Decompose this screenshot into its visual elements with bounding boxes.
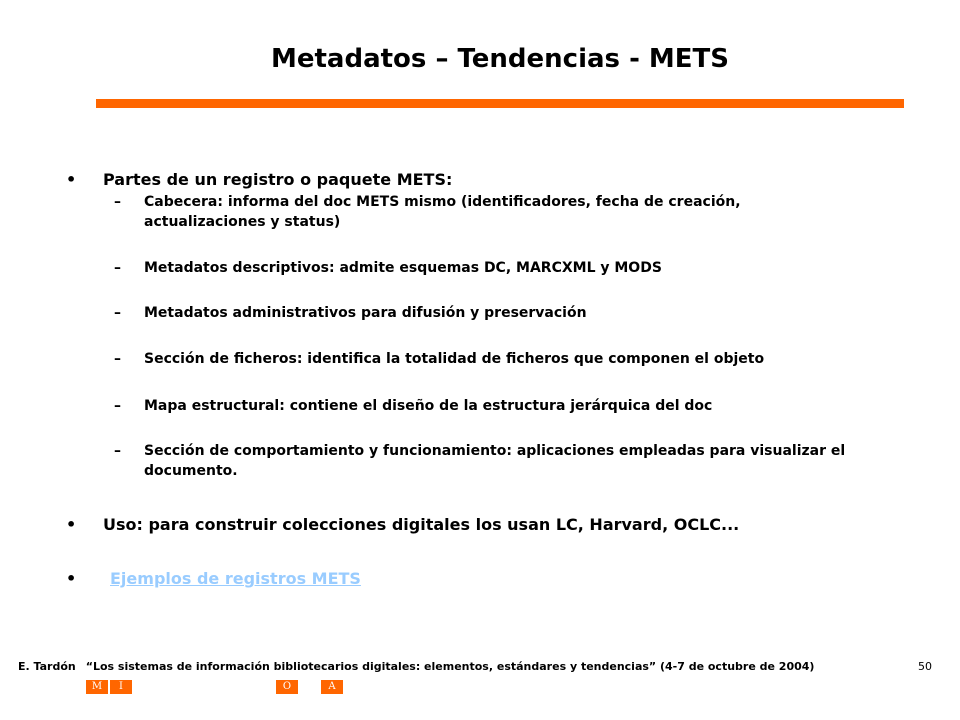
nav-button-a[interactable]: A [321,680,343,694]
subitem-metadatos-administrativos: Metadatos administrativos para difusión y preservación [144,305,587,321]
subitem-comportamiento: Sección de comportamiento y funcionamiento: aplicaciones empleadas para visualizar el documento. [144,443,846,479]
footer [18,660,814,673]
subitem-seccion-ficheros: Sección de ficheros: identifica la totalidad de ficheros que componen el objeto [144,351,765,367]
subitem-cabecera: Cabecera: informa del doc METS mismo (identificadores, fecha de creación, actualizaciones y status) [144,194,741,230]
footer-citation: “Los sistemas de información bibliotecarios digitales: elementos, estándares y tendencias” (4-7 de octubre de 2004) [85,660,815,673]
nav-button-i[interactable]: I [110,680,132,694]
bullet-marker: • [66,569,77,588]
bullet-uso: Uso: para construir colecciones digitales los usan LC, Harvard, OCLC... [103,515,740,534]
nav-button-o[interactable]: O [276,680,298,694]
bullet-marker: • [66,515,77,534]
nav-button-m[interactable]: M [86,680,108,694]
subitem-mapa-estructural: Mapa estructural: contiene el diseño de la estructura jerárquica del doc [144,398,713,414]
bullet-marker: • [66,170,77,189]
footer-author: E. Tardón [18,660,76,673]
title-underline-bar [96,99,904,108]
sub-marker: – [114,305,121,321]
sub-marker: – [114,260,121,276]
bullet-parts-of-mets: Partes de un registro o paquete METS: [103,170,453,189]
subitem-metadatos-descriptivos: Metadatos descriptivos: admite esquemas DC, MARCXML y MODS [144,260,662,276]
sub-marker: – [114,194,121,210]
page-number: 50 [918,660,932,673]
bullet-ejemplos [110,569,361,588]
sub-marker: – [114,398,121,414]
ejemplos-mets-link[interactable]: Ejemplos de registros METS [110,569,361,588]
sub-marker: – [114,351,121,367]
slide-title: Metadatos – Tendencias - METS [270,44,730,74]
sub-marker: – [114,443,121,459]
